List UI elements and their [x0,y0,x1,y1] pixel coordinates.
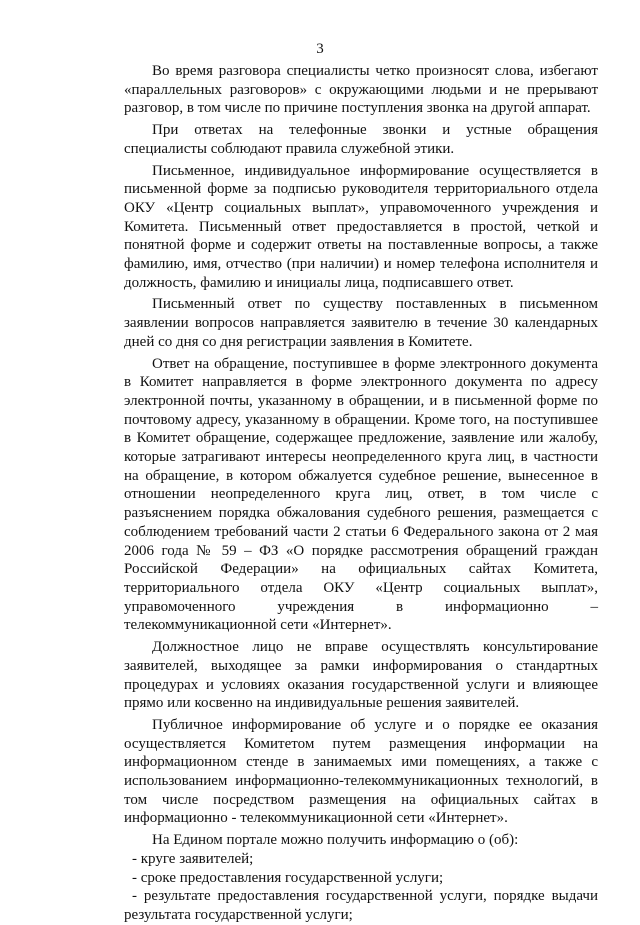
paragraph-written-informing: Письменное, индивидуальное информирование осуществляется в письменной форме за подписью руководителя территориального отдела ОКУ «Центр социальных выплат», управомоченного учреждения и Комитета. Письменный ответ предоставляется в простой, четкой и понятной форме и содержит ответы на поставленные вопросы, а также фамилию, имя, отчество (при наличии) и номер телефона исполнителя и должность, фамилию и инициалы лица, подписавшего ответ. [124,162,598,291]
list-item-service-term: - сроке предоставления государственной услуги; [132,869,444,886]
page-number: 3 [316,41,324,57]
paragraph-official-limits: Должностное лицо не вправе осуществлять консультирование заявителей, выходящее за рамки информирования о стандартных процедурах и условиях оказания государственной услуги и влияющее прямо или косвенно на индивидуальные решения заявителей. [124,639,598,712]
paragraph-public-informing: Публичное информирование об услуге и о порядке ее оказания осуществляется Комитетом путем размещения информации на информационном стенде в занимаемых ими помещениях, а также с использованием информационно-телекоммуникационных технологий, в том числе посредством размещения на официальных сайтах в информационно - телекоммуникационной сети «Интернет». [124,716,598,827]
paragraph-conversation-rules: Во время разговора специалисты четко произносят слова, избегают «параллельных разговоров» с окружающими людьми и не прерывают разговор, в том числе по причине поступления звонка на другой аппарат. [124,63,598,117]
list-item-service-result: - результате предоставления государственной услуги, порядке выдачи результата государственной услуги; [124,888,598,923]
document-body [124,62,598,925]
list-item-applicants: - круге заявителей; [132,850,254,867]
paragraph-written-response-deadline: Письменный ответ по существу поставленных в письменном заявлении вопросов направляется заявителю в течение 30 календарных дней со дня со дня регистрации заявления в Комитете. [124,296,598,350]
paragraph-service-ethics: При ответах на телефонные звонки и устные обращения специалисты соблюдают правила служебной этики. [124,122,598,157]
paragraph-electronic-response: Ответ на обращение, поступившее в форме электронного документа в Комитет направляется в форме электронного документа по адресу электронной почты, указанному в обращении, и в письменной форме по почтовому адресу, указанному в обращении. Кроме того, на поступившее в Комитет обращение, содержащее предложение, заявление или жалобу, которые затрагивают интересы неопределенного круга лиц, в частности на обращение, в котором обжалуется судебное решение, вынесенное в отношении неопределенного круга лиц, ответ, в том числе с разъяснением порядка обжалования судебного решения, размещается с соблюдением требований части 2 статьи 6 Федерального закона от 2 мая 2006 года № 59 – ФЗ «О порядке рассмотрения обращений граждан Российской Федерации» на официальных сайтах Комитета, территориального отдела ОКУ «Центр социальных выплат», управомоченного учреждения в информационно – телекоммуникационной сети «Интернет». [124,355,598,634]
paragraph-unified-portal: На Едином портале можно получить информацию о (об): [152,832,519,849]
